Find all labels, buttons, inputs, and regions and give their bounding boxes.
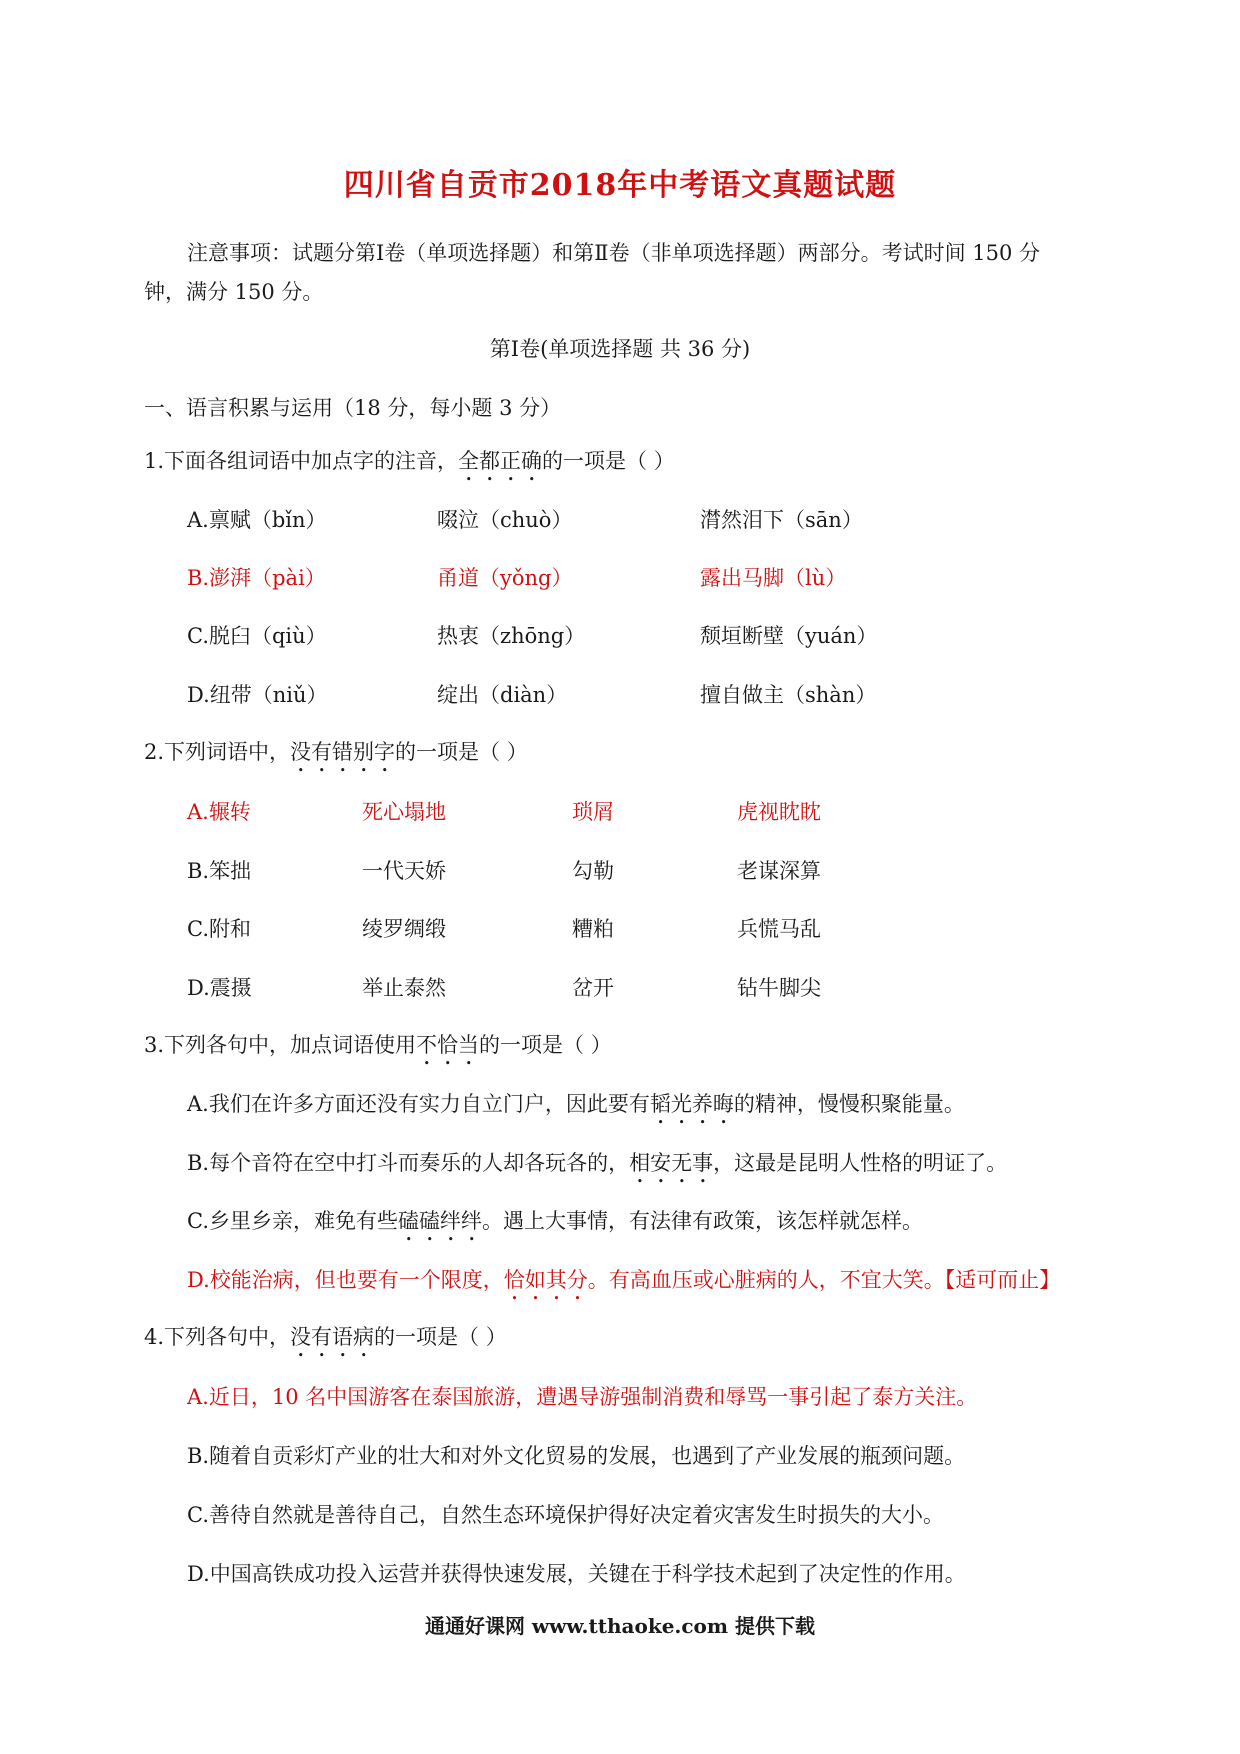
- q2-option-a-item2: 死心塌地: [362, 800, 446, 824]
- stem-emphasis: 不恰当: [416, 1033, 480, 1057]
- q2-option-b: B.笨拙: [187, 859, 252, 883]
- question-3-stem: [144, 1030, 612, 1070]
- stem-text: 3.下列各句中，加点词语使用: [144, 1033, 417, 1057]
- question-2-stem: [144, 737, 528, 777]
- q1-option-a: A.禀赋（bǐn）: [187, 508, 327, 532]
- option-emphasis: 磕磕绊绊: [398, 1209, 482, 1233]
- q2-option-c-item2: 绫罗绸缎: [362, 917, 446, 941]
- q1-option-c-item2: 热衷（zhōng）: [437, 624, 586, 648]
- stem-text: 1.下面各组词语中加点字的注音，: [144, 449, 459, 473]
- q2-option-d-item2: 举止泰然: [362, 976, 446, 1000]
- q2-option-d-item3: 岔开: [572, 976, 614, 1000]
- notice-line-1: 注意事项：试题分第Ⅰ卷（单项选择题）和第Ⅱ卷（非单项选择题）两部分。考试时间 150 分: [187, 241, 1040, 265]
- page-title: 四川省自贡市2018年中考语文真题试题: [343, 168, 897, 203]
- q4-option-a-answer: A.近日，10 名中国游客在泰国旅游，遭遇导游强制消费和辱骂一事引起了泰方关注。: [187, 1385, 978, 1409]
- q1-option-a-item2: 啜泣（chuò）: [437, 508, 573, 532]
- q1-option-d: D.纽带（niǔ）: [187, 683, 328, 707]
- part-heading: 第Ⅰ卷(单项选择题 共 36 分): [489, 337, 751, 361]
- q1-option-b-answer: B.澎湃（pài）: [187, 566, 326, 590]
- stem-text: 2.下列词语中，: [144, 740, 291, 764]
- q1-option-a-item3: 潸然泪下（sān）: [700, 508, 863, 532]
- stem-text: 4.下列各句中，: [144, 1325, 291, 1349]
- option-text: D.校能治病，但也要有一个限度，: [187, 1268, 504, 1292]
- option-emphasis: 相安无事: [629, 1151, 714, 1175]
- question-4-stem: [144, 1322, 507, 1362]
- notice-line-2: 钟，满分 150 分。: [144, 280, 324, 304]
- q2-option-a-item3: 琐屑: [572, 800, 614, 824]
- q2-option-b-item3: 勾勒: [572, 859, 614, 883]
- q3-option-b: [187, 1148, 1007, 1188]
- q4-option-c: C.善待自然就是善待自己，自然生态环境保护得好决定着灾害发生时损失的大小。: [187, 1503, 944, 1527]
- stem-text: 的一项是（ ）: [374, 1325, 507, 1349]
- option-text: A.我们在许多方面还没有实力自立门户，因此要有: [187, 1092, 650, 1116]
- q4-option-d: D.中国高铁成功投入运营并获得快速发展，关键在于科学技术起到了决定性的作用。: [187, 1562, 966, 1586]
- q1-option-c-item3: 颓垣断壁（yuán）: [700, 624, 878, 648]
- stem-emphasis: 没有错别字: [290, 740, 396, 764]
- section-heading: 一、语言积累与运用（18 分，每小题 3 分）: [144, 396, 562, 420]
- q3-option-a: [187, 1089, 965, 1129]
- stem-text: 的一项是（ ）: [395, 740, 528, 764]
- stem-text: 的一项是（ ）: [542, 449, 675, 473]
- option-emphasis: 韬光养晦: [649, 1092, 734, 1116]
- stem-emphasis: 全都正确: [458, 449, 543, 473]
- q2-option-c-item3: 糟粕: [572, 917, 614, 941]
- q2-option-c-item4: 兵慌马乱: [737, 917, 821, 941]
- q2-option-b-item2: 一代天娇: [362, 859, 446, 883]
- q2-option-d-item4: 钻牛脚尖: [737, 976, 821, 1000]
- q2-option-c: C.附和: [187, 917, 251, 941]
- q1-option-d-item3: 擅自做主（shàn）: [700, 683, 877, 707]
- option-text: B.每个音符在空中打斗而奏乐的人却各玩各的，: [187, 1151, 630, 1175]
- q4-option-b: B.随着自贡彩灯产业的壮大和对外文化贸易的发展，也遇到了产业发展的瓶颈问题。: [187, 1444, 966, 1468]
- q3-option-c: [187, 1206, 923, 1246]
- q1-option-b-item3: 露出马脚（lù）: [700, 566, 847, 590]
- q1-option-b-item2: 甬道（yǒng）: [437, 566, 573, 590]
- q2-option-a-answer: A.辗转: [187, 800, 251, 824]
- option-text: 。遇上大事情，有法律有政策，该怎样就怎样。: [482, 1209, 923, 1233]
- q1-option-c: C.脱臼（qiù）: [187, 624, 327, 648]
- stem-emphasis: 没有语病: [290, 1325, 375, 1349]
- option-text: C.乡里乡亲，难免有些: [187, 1209, 398, 1233]
- q2-option-a-item4: 虎视眈眈: [737, 800, 821, 824]
- stem-text: 的一项是（ ）: [479, 1033, 612, 1057]
- q3-option-d-answer: [187, 1265, 1060, 1305]
- option-emphasis: 恰如其分: [503, 1268, 588, 1292]
- q1-option-d-item2: 绽出（diàn）: [437, 683, 568, 707]
- option-text: 。有高血压或心脏病的人，不宜大笑。【适可而止】: [587, 1268, 1061, 1292]
- q2-option-d: D.震摄: [187, 976, 252, 1000]
- option-text: 的精神，慢慢积聚能量。: [733, 1092, 965, 1116]
- option-text: ，这最是昆明人性格的明证了。: [713, 1151, 1008, 1175]
- q2-option-b-item4: 老谋深算: [737, 859, 821, 883]
- question-1-stem: [144, 446, 675, 486]
- page-footer: 通通好课网 www.tthaoke.com 提供下载: [424, 1614, 816, 1638]
